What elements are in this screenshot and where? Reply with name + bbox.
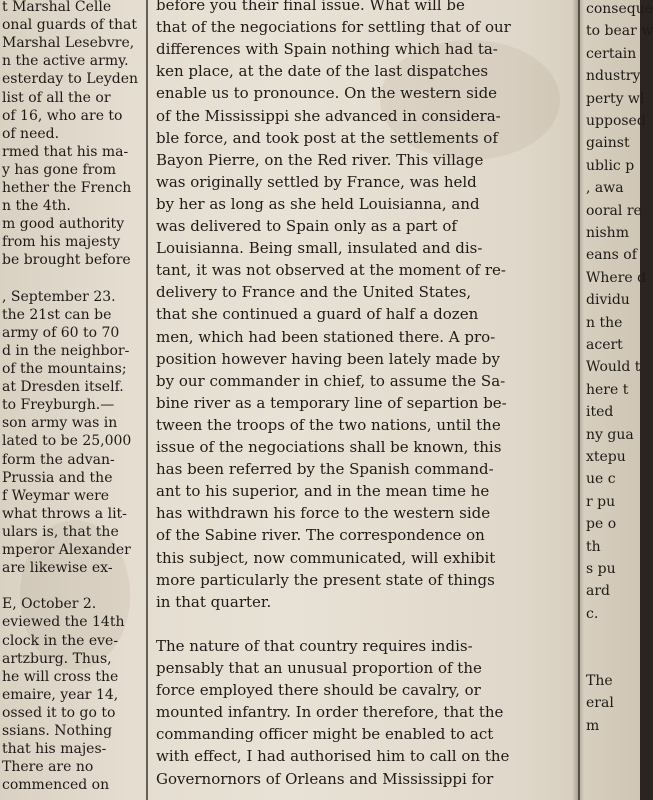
text-line: th [586,538,601,555]
text-line: was delivered to Spain only as a part of [156,217,457,235]
text-line: of 16, who are to [2,107,123,124]
text-line: more particularly the present state of things [156,570,495,589]
text-line: the 21st can be [2,306,112,323]
text-line: The nature of that country requires indis- [156,636,473,655]
text-line: this subject, now communicated, will exhibit [156,548,496,567]
text-line: ble force, and took post at the settlements of [156,128,498,147]
text-line: esterday to Leyden [2,71,139,88]
text-line: ulars is, that the [2,523,119,540]
text-line: d in the neighbor- [2,342,130,359]
text-line: has withdrawn his force to the western side [156,504,491,523]
text-line: by our commander in chief, to assume the Sa- [156,371,506,390]
text-line: ossed it to go to [2,704,116,721]
text-line: list of all the or [2,89,111,106]
text-line: are likewise ex- [2,560,113,577]
text-line: c. [586,605,599,622]
text-line: upposed [586,113,646,129]
text-line: Would t [586,359,641,376]
text-line: Marshal Lesebvre, [2,35,135,52]
text-line: n the active army. [2,53,129,70]
text-line: before you their final issue. What will be [156,0,465,14]
text-line: emaire, year 14, [2,686,119,703]
text-line: r pu [586,493,616,510]
text-line: in that quarter. [156,592,272,611]
text-line: army of 60 to 70 [2,324,120,341]
text-line: son army was in [2,415,118,432]
text-line: of need. [2,125,60,142]
left-text-column [0,0,144,800]
text-line: of the Sabine river. The correspondence on [156,526,485,545]
text-line: commanding officer might be enabled to act [156,725,494,744]
text-line: that she continued a guard of half a dozen [156,305,479,324]
text-line: onal guards of that [2,17,138,34]
text-line: ooral re [586,202,642,219]
text-line: eral [586,695,614,712]
text-line: perty wl [586,90,645,107]
text-line: n the [586,314,623,331]
text-line: tween the troops of the two nations, until the [156,415,501,434]
right-text-column [584,0,653,800]
text-line: acert [586,337,623,353]
text-line: eviewed the 14th [2,614,125,631]
text-line: Governornors of Orleans and Mississippi for [156,769,494,788]
text-line: pensably that an unusual proportion of the [156,659,482,677]
middle-text-column [150,0,574,800]
text-line: at Dresden itself. [2,379,124,396]
text-line: has been referred by the Spanish command- [156,460,494,479]
text-line: rmed that his ma- [2,143,129,160]
text-line: that of the negociations for settling that of our [156,18,511,37]
text-line: bine river as a temporary line of separtion be- [156,393,507,412]
text-line: y has gone from [2,161,117,178]
text-line: E, October 2. [2,596,97,613]
text-line: from his majesty [2,234,121,251]
text-line: Bayon Pierre, on the Red river. This village [156,150,484,169]
text-line: artzburg. Thus, [2,650,112,667]
text-line: with effect, I had authorised him to call on the [156,747,510,766]
text-line: he will cross the [2,668,119,685]
text-line: f Weymar were [2,487,110,504]
text-line: to bear w [586,23,653,40]
text-line: ublic p [586,157,635,174]
text-line: conseque [586,1,653,17]
text-line: by her as long as she held Louisianna, and [156,194,480,213]
column-rule [146,0,148,800]
text-line: ant to his superior, and in the mean time he [156,482,490,501]
text-line: nishm [586,225,629,241]
text-line: m good authority [2,216,125,233]
text-line: be brought before [2,252,131,269]
text-line: differences with Spain nothing which had ta- [156,40,498,59]
text-line: n the 4th. [2,198,71,215]
text-line: dividu [586,292,630,309]
text-line: tant, it was not observed at the moment of re- [156,261,506,280]
text-line: issue of the negociations shall be known, this [156,438,502,456]
text-line: pe o [586,516,617,533]
text-line: There are no [2,759,94,776]
text-line: m [586,717,600,734]
text-line: , September 23. [2,288,116,305]
text-line: to Freyburgh.— [2,397,115,414]
text-line: Prussia and the [2,469,113,486]
text-line: The [586,673,613,689]
text-line: lated to be 25,000 [2,433,132,450]
text-line: enable us to pronounce. On the western side [156,84,498,103]
column-rule [578,0,580,800]
text-line: delivery to France and the United States, [156,283,472,302]
text-line: Where d [586,269,647,286]
text-line: what throws a lit- [2,505,127,522]
text-line: t Marshal Celle [2,0,112,15]
text-line: ny gua [586,426,634,443]
text-line: clock in the eve- [2,632,119,649]
text-line: ssians. Nothing [2,723,113,739]
text-line: mperor Alexander [2,542,131,558]
text-line: was originally settled by France, was held [156,172,477,191]
text-line: ken place, at the date of the last dispatches [156,62,489,81]
text-line: eans of [586,247,637,264]
text-line: force employed there should be cavalry, or [156,681,481,700]
text-line: form the advan- [2,451,115,468]
text-line: commenced on [2,777,110,794]
text-line: ue c [586,471,616,488]
text-line: , awa [586,180,624,197]
text-line: that his majes- [2,741,107,758]
text-line: here t [586,381,629,398]
text-line: men, which had been stationed there. A pro- [156,327,496,346]
text-line: hether the French [2,180,132,196]
text-line: gainst [586,135,630,152]
text-line: mounted infantry. In order therefore, that the [156,703,504,722]
text-line: Louisianna. Being small, insulated and dis- [156,239,483,258]
text-line: ard [586,583,611,600]
text-line: xtepu [586,449,626,465]
text-line: position however having been lately made by [156,349,500,368]
text-line: ndustry [586,68,641,85]
text-line: certain [586,45,637,62]
text-line: of the Mississippi she advanced in considera- [156,106,501,125]
text-line: s pu [586,561,616,577]
text-line: ited [586,404,614,421]
text-line: of the mountains; [2,361,127,377]
